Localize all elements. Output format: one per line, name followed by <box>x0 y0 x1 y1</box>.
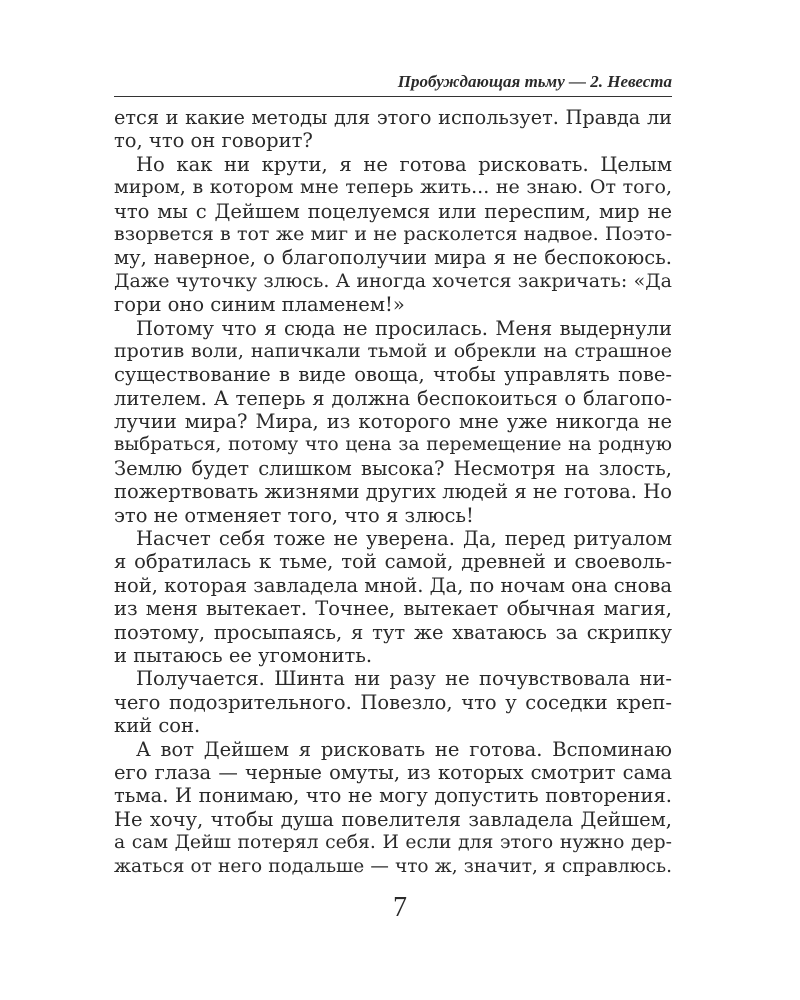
text-line: миром, в котором мне теперь жить... не знаю. От того, <box>114 176 672 199</box>
text-line: Но как ни крути, я не готова рисковать. Целым <box>136 152 672 176</box>
text-line: из меня вытекает. Точнее, вытекает обычная магия, <box>114 597 672 621</box>
text-line: гори оно синим пламенем!» <box>114 293 405 317</box>
text-line: кий сон. <box>114 714 201 738</box>
text-line: Насчет себя тоже не уверена. Да, перед ритуалом <box>136 527 672 551</box>
text-line: ется и какие методы для этого использует. Правда ли <box>114 106 672 129</box>
text-line: лучии мира? Мира, из которого мне уже никогда не <box>114 410 672 434</box>
text-line: я обратилась к тьме, той самой, древней и своеволь- <box>114 550 672 574</box>
page-number: 7 <box>393 892 407 923</box>
text-line: то, что он говорит? <box>114 129 313 153</box>
text-line: это не отменяет того, что я злюсь! <box>114 503 474 527</box>
text-line: тьма. И понимаю, что не могу допустить повторения. <box>114 784 672 808</box>
text-line: лителем. А теперь я должна беспокоиться о благопо- <box>114 386 672 410</box>
text-line: взорвется в тот же миг и не расколется надвое. Поэто- <box>114 222 672 245</box>
text-line: существование в виде овоща, чтобы управлять пове- <box>114 363 672 387</box>
body-text <box>114 106 672 878</box>
running-head <box>114 72 672 97</box>
text-line: пожертвовать жизнями других людей я не готова. Но <box>114 480 672 504</box>
text-line: поэтому, просыпаясь, я тут же хватаюсь за скрипку <box>114 620 672 644</box>
text-line: а сам Дейш потерял себя. И если для этого нужно дер- <box>114 832 672 854</box>
text-line: Землю будет слишком высока? Несмотря на злость, <box>114 456 672 480</box>
text-line: что мы с Дейшем поцелуемся или переспим, мир не <box>114 199 672 223</box>
text-line: его глаза — черные омуты, из которых смотрит сама <box>114 760 672 784</box>
text-line: му, наверное, о благополучии мира я не беспокоюсь. <box>114 246 672 270</box>
text-line: выбраться, потому что цена за перемещение на родную <box>114 434 672 456</box>
text-line: ной, которая завладела мной. Да, по ночам она снова <box>114 573 672 597</box>
text-line: Не хочу, чтобы душа повелителя завладела Дейшем, <box>114 807 672 831</box>
text-line: жаться от него подальше — что ж, значит, я справлюсь. <box>114 855 672 877</box>
text-line: А вот Дейшем я рисковать не готова. Вспоминаю <box>136 737 672 761</box>
text-line: Потому что я сюда не просилась. Меня выдернули <box>136 316 672 340</box>
running-title: Пробуждающая тьму — 2. Невеста <box>397 72 672 91</box>
text-line: чего подозрительного. Повезло, что у соседки креп- <box>114 690 672 714</box>
text-line: и пытаюсь ее угомонить. <box>114 643 373 667</box>
text-line: Получается. Шинта ни разу не почувствовала ни- <box>136 667 672 691</box>
text-line: против воли, напичкали тьмой и обрекли на страшное <box>114 339 672 362</box>
text-line: Даже чуточку злюсь. А иногда хочется закричать: «Да <box>114 269 672 292</box>
